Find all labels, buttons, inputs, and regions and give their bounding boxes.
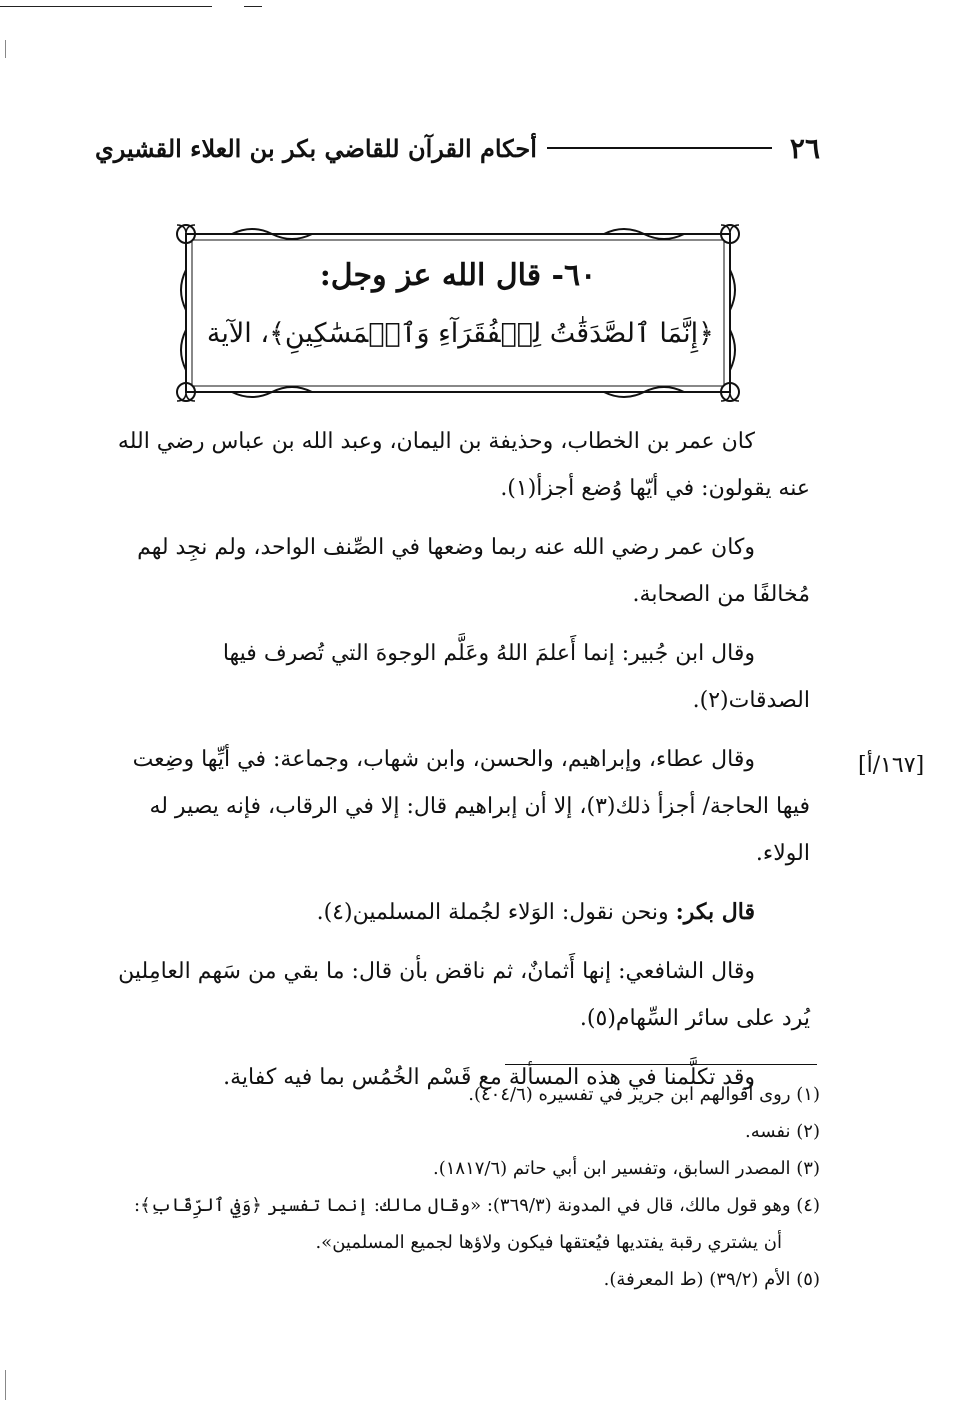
paragraph: كان عمر بن الخطاب، وحذيفة بن اليمان، وعبد الله بن عباس رضي الله عنه يقولون: في أيّها وُضع أجزأ(١).	[117, 429, 810, 501]
paragraph: وقال ابن جُبير: إنما أَعلمَ اللهُ وعَلَّم الوجوهَ التي تُصرف فيها الصدقات(٢).	[222, 641, 810, 713]
page-number: ٢٦	[789, 131, 820, 165]
footnotes	[105, 1076, 820, 1298]
footnote: (٢) نفسه.	[745, 1121, 820, 1142]
speaker-label: قال بكر:	[675, 899, 755, 925]
paragraph-text: ونحن نقول: الوَلاء لجُملة المسلمين(٤).	[316, 900, 669, 925]
footnote: (٤) وهو قول مالك، قال في المدونة (٣٦٩/٣): «وقال مالك: إنما تفسير ﴿وَفِي ٱلرِّقَابِ﴾:	[134, 1195, 820, 1216]
footnote-separator	[505, 1064, 817, 1065]
scan-edge-line	[0, 6, 212, 7]
paragraph: وقال عطاء، وإبراهيم، والحسن، وابن شهاب، وجماعة: في أيِّها وضِعت فيها الحاجة/ أجزأ ذلك(٣)، إلا أن إبراهيم قال: إلا في الرقاب، فإنه يصير له الولاء.	[132, 747, 810, 866]
quran-verse: ﴿إِنَّمَا ٱلصَّدَقَٰتُ لِلۡفُقَرَآءِ وَٱلۡمَسَٰكِينِ﴾، الآية	[206, 318, 714, 349]
paragraph: وكان عمر رضي الله عنه ربما وضعها في الصِّنف الواحد، ولم نجِد لهم مُخالفًا من الصحابة.	[137, 535, 810, 607]
footnote: (١) روى أقوالهم ابن جرير في تفسيره (٤٠٤/٦).	[468, 1084, 820, 1105]
paragraph: وقد تكلَّمنا في هذه المسألة مع قَسْم الخُمُس بما فيه كفاية.	[223, 1065, 755, 1090]
paragraph: وقال الشافعي: إنها أَثمانٌ، ثم ناقض بأن قال: ما بقي من سَهم العامِلين يُرد على سائر السِّهام(٥).	[118, 959, 810, 1031]
running-header	[95, 118, 820, 178]
verse-frame	[172, 220, 744, 406]
book-title: أحكام القرآن للقاضي بكر بن العلاء القشيري	[95, 133, 537, 163]
footnote-continuation: أن يشتري رقبة يفتديها فيُعتقها فيكون ولاؤها لجميع المسلمين».	[315, 1232, 782, 1253]
section-heading: ٦٠- قال الله عز وجل:	[319, 258, 597, 293]
scan-edge-mark	[5, 40, 6, 58]
header-rule	[547, 147, 772, 149]
footnote: (٥) الأم (٣٩/٢) (ط المعرفة).	[603, 1269, 820, 1290]
main-text	[105, 418, 810, 1113]
footnote: (٣) المصدر السابق، وتفسير ابن أبي حاتم (١٨١٧/٦).	[432, 1158, 820, 1179]
ornamental-border-icon	[172, 220, 744, 406]
scan-edge-mark	[5, 1370, 6, 1400]
manuscript-folio-note: [١٦٧/أ]	[858, 753, 925, 778]
scan-edge-line	[244, 6, 262, 7]
paragraph-bakr	[105, 889, 810, 936]
